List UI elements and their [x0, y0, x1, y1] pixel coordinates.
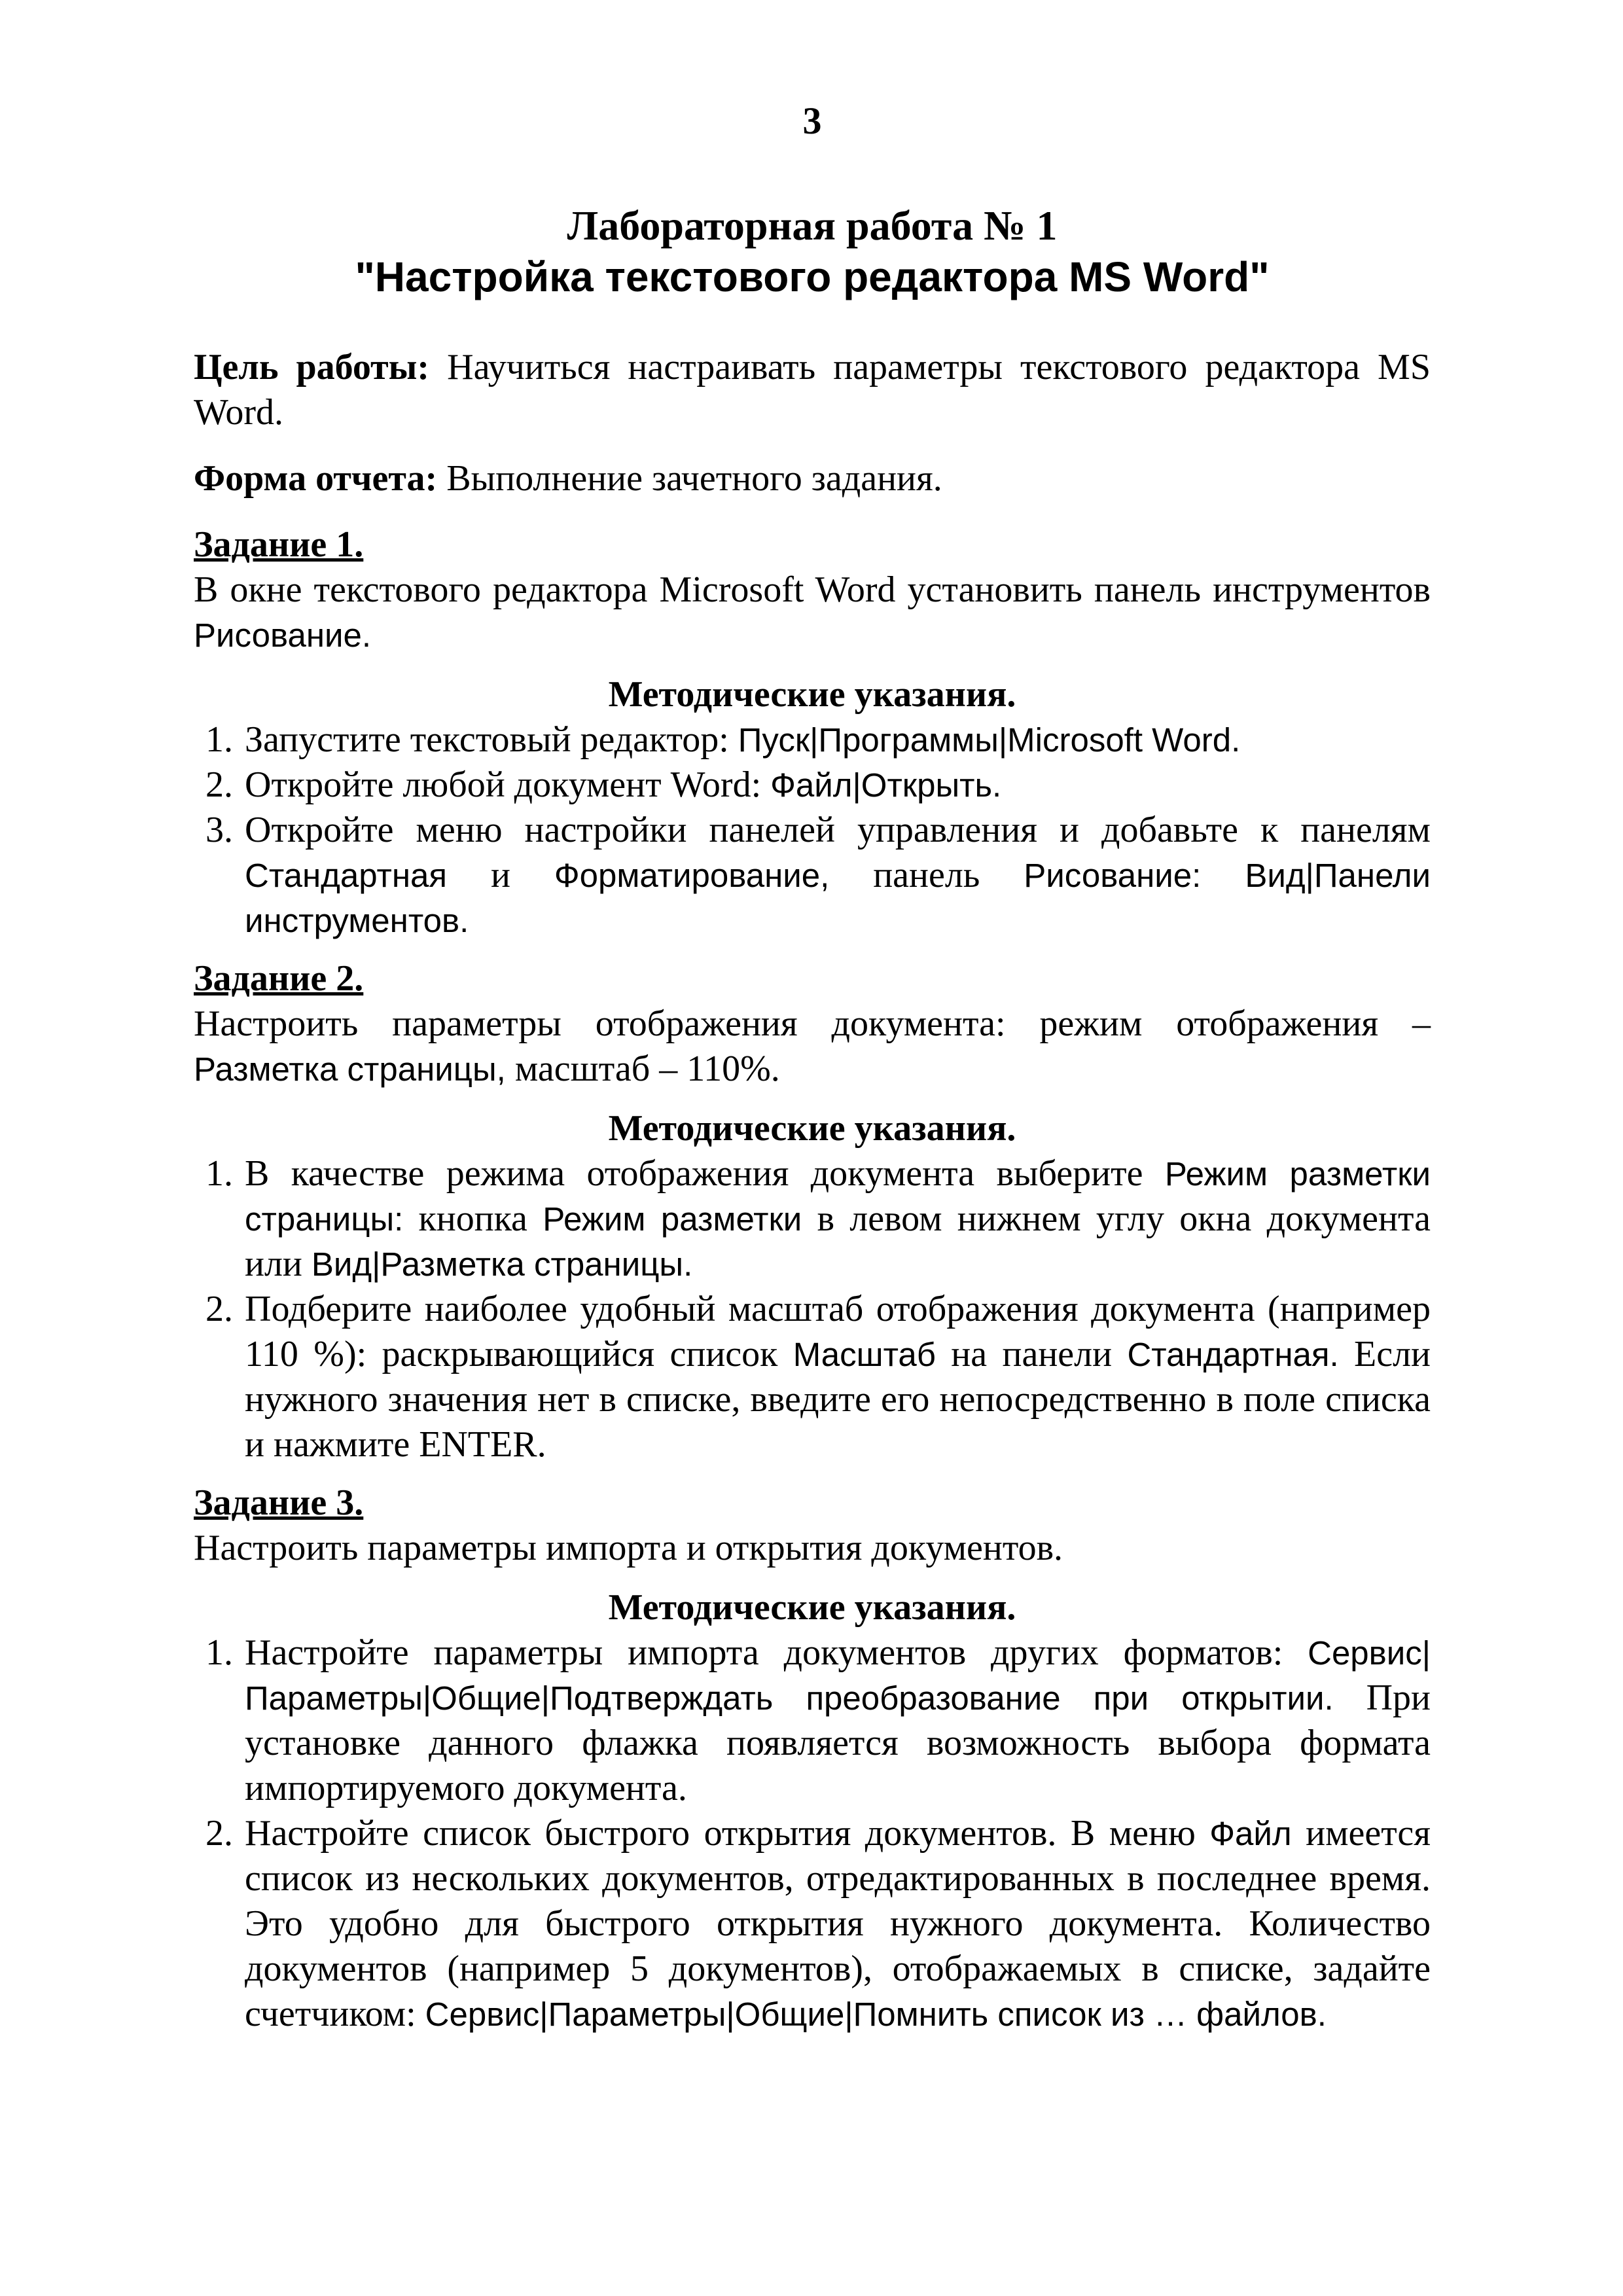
goal-paragraph [194, 345, 1431, 435]
task2-heading: Задание 2. [194, 958, 364, 999]
menu-path: Вид|Панели инструментов. [245, 857, 1431, 939]
task3-steps [194, 1630, 1431, 2037]
task3-text: Настроить параметры импорта и открытия документов. [194, 1528, 1063, 1568]
goal-text: Научиться настраивать параметры текстового редактора MS Word. [194, 347, 1431, 433]
list-item: 2. Настройте список быстрого открытия документов. В меню Файл имеется список из нескольких документов, отредактированных в последнее время. Это удобно для быстрого открытия нужного документа. Количество документов (например 5 документов), отображаемых в списке, задайте счетчиком: Сервис|Параметры|Общие|Помнить список из … файлов. [205, 1813, 1431, 2034]
methods-heading-2: Методические указания. [608, 1108, 1016, 1149]
report-paragraph [194, 456, 1431, 501]
goal-label: Цель работы: [194, 347, 430, 387]
task2-steps [194, 1151, 1431, 1467]
list-item: 2. Откройте любой документ Word: Файл|Открыть. [205, 764, 1002, 805]
menu-path: Файл|Открыть. [770, 766, 1002, 804]
task1-text: В окне текстового редактора Microsoft Word установить панель инструментов Рисование. [194, 569, 1431, 654]
list-item: 2. Подберите наиболее удобный масштаб отображения документа (например 110 %): раскрывающийся список Масштаб на панели Стандартная. Если нужного значения нет в списке, введите его непосредственно в поле списка и нажмите ENTER. [205, 1289, 1431, 1465]
list-item: 1. В качестве режима отображения документа выберите Режим разметки страницы: кнопка Режим разметки в левом нижнем углу окна документа или Вид|Разметка страницы. [205, 1153, 1431, 1284]
menu-path: Сервис|Параметры|Общие|Подтверждать преобразование при открытии. [245, 1634, 1431, 1717]
task2-text: Настроить параметры отображения документа: режим отображения – Разметка страницы, масштаб – 110%. [194, 1003, 1431, 1089]
methods-heading-1: Методические указания. [608, 674, 1016, 715]
lab-title: Лабораторная работа № 1 [567, 202, 1058, 249]
task3-heading: Задание 3. [194, 1482, 364, 1523]
menu-path: Вид|Разметка страницы. [311, 1246, 693, 1283]
document-page [194, 98, 1431, 2037]
task1-steps [194, 717, 1431, 943]
methods-heading-3: Методические указания. [608, 1587, 1016, 1628]
task1-heading: Задание 1. [194, 524, 364, 565]
list-item: 1. Настройте параметры импорта документов других форматов: Сервис|Параметры|Общие|Подтверждать преобразование при открытии. При установке данного флажка появляется возможность выбора формата импортируемого документа. [205, 1632, 1431, 1808]
list-item: 1. Запустите текстовый редактор: Пуск|Программы|Microsoft Word. [205, 719, 1241, 760]
term-drawing: Рисование. [194, 617, 372, 654]
report-text: Выполнение зачетного задания. [437, 458, 942, 499]
page-number: 3 [802, 99, 822, 142]
report-label: Форма отчета: [194, 458, 438, 499]
lab-subtitle: "Настройка текстового редактора MS Word" [355, 253, 1270, 300]
term-page-layout: Разметка страницы, [194, 1050, 506, 1088]
menu-path: Сервис|Параметры|Общие|Помнить список из … файлов. [425, 1996, 1327, 2033]
menu-path: Пуск|Программы|Microsoft Word. [738, 721, 1241, 759]
list-item: 3. Откройте меню настройки панелей управления и добавьте к панелям Стандартная и Форматирование, панель Рисование: Вид|Панели инструментов. [205, 810, 1431, 939]
